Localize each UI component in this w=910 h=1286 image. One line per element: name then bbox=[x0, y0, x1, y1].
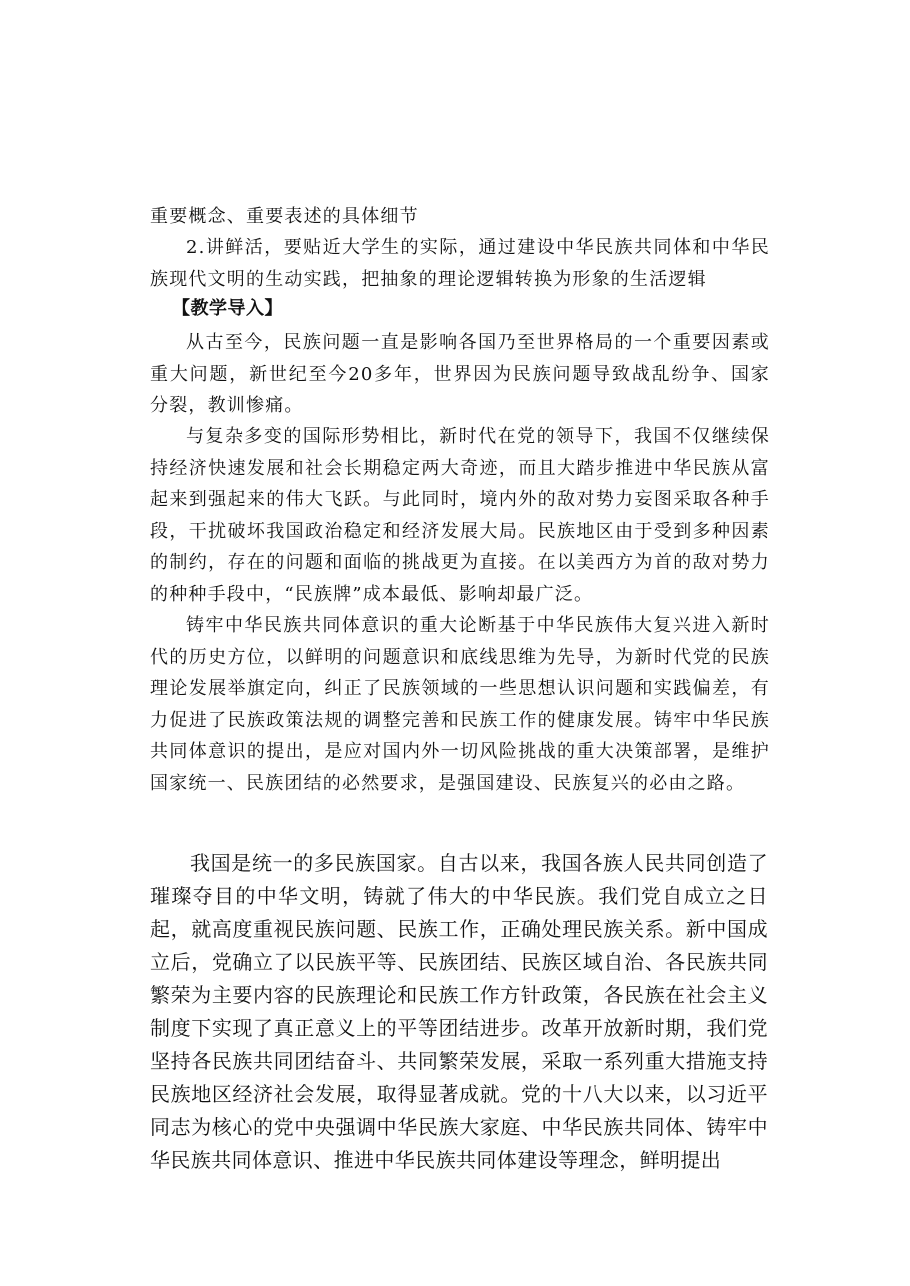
paragraph-point-2: 2.讲鲜活，要贴近大学生的实际，通过建设中华民族共同体和中华民族现代文明的生动实践，把抽象的理论逻辑转换为形象的生活逻辑 bbox=[150, 237, 770, 290]
paragraph-intro-3: 铸牢中华民族共同体意识的重大论断基于中华民族伟大复兴进入新时代的历史方位，以鲜明的问题意识和底线思维为先导，为新时代党的民族理论发展举旗定向，纠正了民族领域的一些思想认识问题和实践偏差，有力促进了民族政策法规的调整完善和民族工作的健康发展。铸牢中华民族共同体意识的提出，是应对国内外一切风险挑战的重大决策部署，是维护国家统一、民族团结的必然要求，是强国建设、民族复兴的必由之路。 bbox=[150, 615, 770, 794]
paragraph-continuation: 重要概念、重要表述的具体细节 bbox=[150, 206, 419, 227]
section-heading-teaching-intro: 【教学导入】 bbox=[172, 298, 283, 319]
paragraph-main: 我国是统一的多民族国家。自古以来，我国各族人民共同创造了璀璨夺目的中华文明，铸就了伟大的中华民族。我们党自成立之日起，就高度重视民族问题、民族工作，正确处理民族关系。新中国成立后，党确立了以民族平等、民族团结、民族区域自治、各民族共同繁荣为主要内容的民族理论和民族工作方针政策，各民族在社会主义制度下实现了真正意义上的平等团结进步。改革开放新时期，我们党坚持各民族共同团结奋斗、共同繁荣发展，采取一系列重大措施支持民族地区经济社会发展，取得显著成就。党的十八大以来，以习近平同志为核心的党中央强调中华民族大家庭、中华民族共同体、铸牢中华民族共同体意识、推进中华民族共同体建设等理念，鲜明提出 bbox=[150, 851, 768, 1172]
paragraph-intro-1: 从古至今，民族问题一直是影响各国乃至世界格局的一个重要因素或重大问题，新世纪至今20多年，世界因为民族问题导致战乱纷争、国家分裂，教训惨痛。 bbox=[150, 332, 770, 416]
paragraph-intro-2: 与复杂多变的国际形势相比，新时代在党的领导下，我国不仅继续保持经济快速发展和社会长期稳定两大奇迹，而且大踏步推进中华民族从富起来到强起来的伟大飞跃。与此同时，境内外的敌对势力妄图采取各种手段，干扰破坏我国政治稳定和经济发展大局。民族地区由于受到多种因素的制约，存在的问题和面临的挑战更为直接。在以美西方为首的敌对势力的种种手段中，“民族牌”成本最低、影响却最广泛。 bbox=[150, 426, 770, 605]
